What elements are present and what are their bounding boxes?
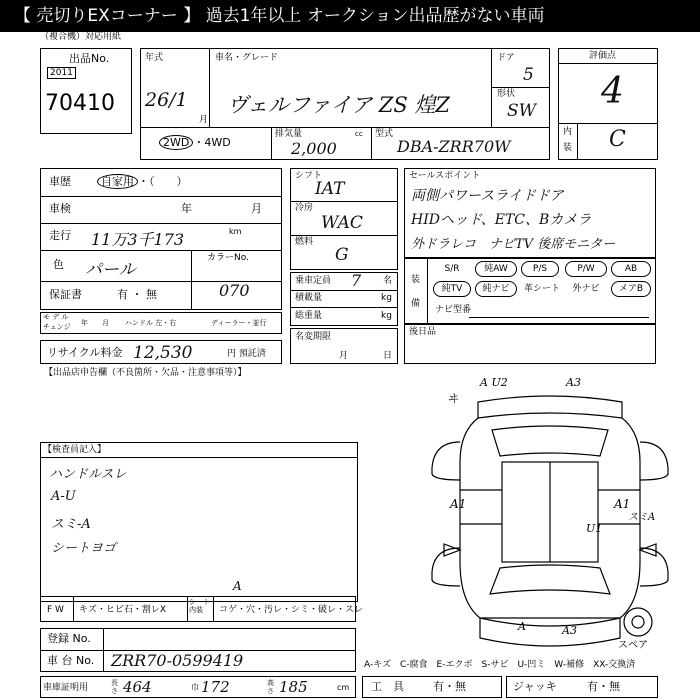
seat-label: シート内装 <box>189 598 210 614</box>
registration-box <box>40 628 356 672</box>
equip-leather-seat: 革シート <box>523 284 560 294</box>
banner-title: 【 売切りEXコーナー 】 過去1年以上 オークション出品歴がない車両 <box>0 0 700 32</box>
sales-points-line-3: 外ドラレコ ナビTV 後席モニター <box>411 237 616 252</box>
displacement-label: 排気量 <box>275 129 303 139</box>
model-change-row <box>40 312 282 334</box>
fw-label: F W <box>47 605 64 615</box>
gross-unit: kg <box>381 311 392 321</box>
model-change-label-1: モ デ ル <box>43 313 69 321</box>
car-name-label: 車名・グレード <box>215 53 279 63</box>
mark-a1-right: A1 <box>614 497 631 511</box>
body-shape-label: 形状 <box>497 89 516 99</box>
cert-length-label: 長さ <box>111 679 118 695</box>
equip-maeb: メアB <box>611 281 651 297</box>
drive-selector <box>159 137 231 149</box>
mark-a1-left: A1 <box>450 497 467 511</box>
sales-points-line-2: HIDヘッド、ETC、Bカメラ <box>411 212 592 228</box>
model-year-label: 年式 <box>145 53 164 63</box>
cert-row <box>40 676 356 698</box>
cert-width-label: 巾 <box>191 683 199 692</box>
spare-label: スペア <box>618 640 648 651</box>
inspector-note-2: A-U <box>51 489 76 504</box>
inspection-year-unit: 年 <box>181 202 192 215</box>
inspector-note-3: スミ-A <box>51 517 91 532</box>
doors-label: ドア <box>497 53 515 63</box>
lot-box <box>40 48 132 134</box>
inspection-label: 車検 <box>49 202 71 215</box>
mark-a3-top: A3 <box>566 376 581 389</box>
title-change-day: 日 <box>383 351 393 361</box>
jack-box <box>506 676 658 698</box>
equip-navi-model: ナビ型番 <box>435 305 472 315</box>
sales-points-line-1: 両側パワースライドドア <box>411 188 564 204</box>
capacity-label: 乗車定員 <box>295 276 332 286</box>
fw-options: キズ・ヒビ石・割レX <box>79 605 166 615</box>
mark-a-bottom: A <box>518 620 526 633</box>
doors-value: 5 <box>523 65 534 85</box>
inspector-note-4: シートヨゴ <box>51 541 117 556</box>
history-label: 車歴 <box>49 175 71 188</box>
ac-value: WAC <box>321 213 363 233</box>
model-code-value: DBA-ZRR70W <box>397 137 511 156</box>
mark-u1: U1 <box>586 522 603 535</box>
fw-mark-a: A <box>233 579 242 593</box>
cert-length: 464 <box>123 678 152 696</box>
cert-width: 172 <box>201 678 230 696</box>
warranty-label: 保証書 <box>49 288 82 301</box>
equip-power-window: P/W <box>565 261 607 277</box>
damage-legend: A-キズ C-腐食 E-エクボ S-サビ U-凹ミ W-補修 XX-交換済 <box>364 660 636 670</box>
load-label: 積載量 <box>295 293 323 303</box>
cert-label: 車庫証明用 <box>43 683 89 693</box>
displacement-unit: cc <box>355 130 363 138</box>
fuel-value: G <box>335 245 349 265</box>
equip-alloy-wheel: 純AW <box>475 261 517 277</box>
tools-label: 工 具 <box>371 680 404 693</box>
seat-options: コゲ・穴・汚レ・シミ・破レ・スレ <box>219 605 364 615</box>
inspector-note-1: ハンドルスレ <box>49 467 127 482</box>
mileage-label: 走行 <box>49 229 71 242</box>
history-rest: ・（ ） <box>138 175 188 188</box>
equipment-label-1: 装 <box>411 275 421 285</box>
seller-notes-label: 【出品店申告欄（不良箇所・欠品・注意事項等）】 <box>44 368 247 378</box>
inspector-box <box>40 442 358 602</box>
mark-s-a: スミA <box>628 512 656 523</box>
history-circled: 自家用 <box>97 174 138 189</box>
sales-points-label: セールスポイント <box>409 171 481 181</box>
equip-power-steering: P/S <box>521 261 559 277</box>
inspector-label: 【検査員記入】 <box>43 445 107 455</box>
mark-a-u2: A U2 <box>480 376 508 389</box>
mark-x: ヰ <box>448 392 459 405</box>
sub-note: （複合機）対応用紙 <box>40 32 122 42</box>
equip-sr: S/R <box>444 264 460 274</box>
score-value: 4 <box>601 71 624 112</box>
color-no-value: 070 <box>219 281 250 300</box>
later-delivery-box <box>404 324 656 364</box>
history-options <box>97 176 188 188</box>
color-value: パール <box>85 260 136 280</box>
registration-label: 登録 No. <box>47 632 91 645</box>
warranty-options: 有 ・ 無 <box>117 288 157 301</box>
model-year-value: 26/1 <box>145 89 188 111</box>
recycle-unit: 円 預託済 <box>227 349 266 359</box>
score-label: 評価点 <box>589 51 617 61</box>
equipment-box <box>404 258 656 324</box>
history-box <box>40 168 282 310</box>
car-name-value: ヴェルファイア ZS 煌Z <box>227 93 451 117</box>
model-change-label-2: チェンジ <box>43 323 71 331</box>
capacity-box <box>290 272 398 326</box>
chassis-value: ZRR70-0599419 <box>111 651 244 670</box>
later-delivery-label: 後日品 <box>409 327 437 337</box>
title-change-label: 名変期限 <box>295 332 332 342</box>
fw-row <box>40 579 364 622</box>
sales-points-box <box>404 168 656 258</box>
model-year-month-unit: 月 <box>199 115 209 125</box>
tools-options: 有・無 <box>433 680 466 693</box>
title-change-box <box>290 328 398 364</box>
car-damage-diagram <box>400 372 700 662</box>
drive-rest: ・4WD <box>193 136 231 149</box>
equip-aftermarket-navi: 外ナビ <box>572 284 600 294</box>
equip-airbag: AB <box>611 261 651 277</box>
mileage-value: 11万3千173 <box>91 230 185 249</box>
dealer-options: ディーラー・並行 <box>211 319 267 327</box>
mark-a3-bottom: A3 <box>562 624 577 637</box>
body-shape-value: SW <box>507 101 537 121</box>
model-change-year-month: 年 月 <box>81 319 109 327</box>
fuel-label: 燃料 <box>295 237 314 247</box>
tools-box <box>362 676 502 698</box>
ac-label: 冷房 <box>295 203 314 213</box>
title-change-month: 月 <box>339 351 349 361</box>
recycle-value: 12,530 <box>133 343 193 363</box>
capacity-value: 7 <box>351 271 362 290</box>
lot-number: 70410 <box>45 91 115 116</box>
jack-label: ジャッキ <box>513 680 557 693</box>
lot-year-box: 2011 <box>47 67 76 79</box>
shift-value: IAT <box>315 179 345 199</box>
shift-box <box>290 168 398 270</box>
equipment-label-2: 備 <box>411 299 421 309</box>
interior-label-1: 内 <box>563 127 573 137</box>
model-code-label: 型式 <box>375 129 394 139</box>
equip-factory-tv: 純TV <box>433 281 471 297</box>
inspection-month-unit: 月 <box>251 202 262 215</box>
lot-label: 出品No. <box>69 52 110 65</box>
interior-value: C <box>609 127 626 152</box>
equip-factory-navi: 純ナビ <box>475 281 517 297</box>
jack-options: 有・無 <box>587 680 620 693</box>
vehicle-box <box>140 48 550 160</box>
recycle-box <box>40 340 282 364</box>
capacity-unit: 名 <box>383 276 393 286</box>
load-unit: kg <box>381 293 392 303</box>
cert-height: 185 <box>279 678 308 696</box>
color-no-label: カラーNo. <box>207 253 249 263</box>
cert-height-label: 高さ <box>267 679 274 695</box>
cert-unit: cm <box>337 683 350 692</box>
score-box <box>558 48 658 160</box>
drive-circled: 2WD <box>159 135 193 150</box>
gross-label: 総重量 <box>295 311 323 321</box>
color-label: 色 <box>53 258 64 271</box>
chassis-label: 車 台 No. <box>47 654 95 667</box>
displacement-value: 2,000 <box>291 139 337 158</box>
mileage-unit: km <box>229 227 242 236</box>
recycle-label: リサイクル料金 <box>47 346 123 359</box>
shift-label: シフト <box>295 171 323 181</box>
handle-options: ハンドル 左・右 <box>125 319 177 327</box>
interior-label-2: 装 <box>563 143 573 153</box>
